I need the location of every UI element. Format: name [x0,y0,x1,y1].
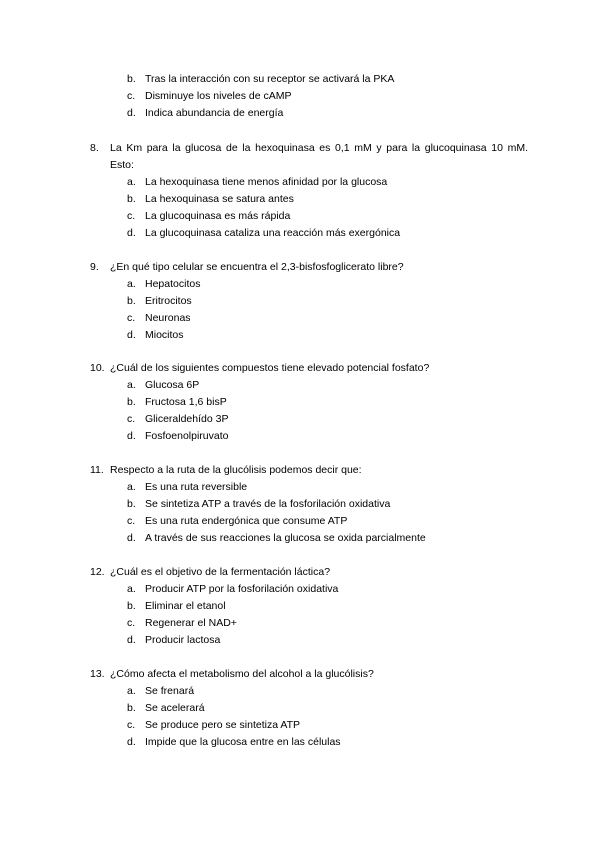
option-text: Fosfoenolpiruvato [145,430,229,442]
option-letter: b. [127,193,136,205]
list-item [0,717,600,734]
option-text: Se produce pero se sintetiza ATP [145,719,301,731]
option-text: La glucoquinasa cataliza una reacción más exergónica [145,227,401,239]
option-letter: d. [127,107,136,119]
list-item [0,428,600,445]
option-text: Impide que la glucosa entre en las células [145,736,341,748]
list-item [0,581,600,598]
list-item [0,71,600,88]
question-13 [0,666,600,751]
option-text: Eritrocitos [145,295,192,307]
option-text: Producir ATP por la fosforilación oxidativa [145,583,339,595]
option-letter: d. [127,634,136,646]
option-text: Gliceraldehído 3P [145,413,229,425]
option-letter: b. [127,396,136,408]
question-text: ¿Cómo afecta el metabolismo del alcohol a la glucólisis? [110,668,374,680]
list-item [0,496,600,513]
list-item [0,411,600,428]
question-header [0,259,600,276]
option-text: Es una ruta reversible [145,481,248,493]
question-number: 10. [90,362,105,374]
option-letter: b. [127,73,136,85]
option-letter: c. [127,719,136,731]
list-item [0,598,600,615]
option-letter: b. [127,702,136,714]
question-number: 12. [90,566,105,578]
question-8 [0,140,600,242]
option-letter: b. [127,498,136,510]
list-item [0,377,600,394]
option-text: Glucosa 6P [145,379,200,391]
list-item [0,615,600,632]
option-text: Disminuye los niveles de cAMP [145,90,292,102]
option-text: La hexoquinasa tiene menos afinidad por la glucosa [145,176,388,188]
question-text: ¿En qué tipo celular se encuentra el 2,3-bisfosfoglicerato libre? [110,261,404,273]
option-letter: c. [127,210,136,222]
question-12 [0,564,600,649]
option-letter: c. [127,617,136,629]
option-text: Neuronas [145,312,191,324]
option-text: Es una ruta endergónica que consume ATP [145,515,348,527]
question-header [0,360,600,377]
option-text: Eliminar el etanol [145,600,226,612]
list-item [0,479,600,496]
question-header [0,462,600,479]
option-letter: d. [127,227,136,239]
option-text: Hepatocitos [145,278,201,290]
list-item [0,734,600,751]
list-item [0,174,600,191]
option-text: La hexoquinasa se satura antes [145,193,294,205]
question-text: Respecto a la ruta de la glucólisis podemos decir que: [110,464,362,476]
list-item [0,293,600,310]
list-item [0,327,600,344]
option-letter: c. [127,413,136,425]
list-item [0,530,600,547]
option-letter: a. [127,379,136,391]
option-text: La glucoquinasa es más rápida [145,210,291,222]
option-letter: c. [127,312,136,324]
option-text: Se acelerará [145,702,205,714]
list-item [0,683,600,700]
option-text: Fructosa 1,6 bisP [145,396,227,408]
list-item [0,394,600,411]
option-letter: b. [127,600,136,612]
list-item [0,88,600,105]
option-letter: c. [127,515,136,527]
option-text: Se frenará [145,685,195,697]
question-text-cont: Esto: [110,159,134,171]
question-number: 9. [90,261,99,273]
list-item [0,700,600,717]
option-letter: b. [127,295,136,307]
option-text: Indica abundancia de energía [145,107,284,119]
list-item [0,513,600,530]
question-header [0,140,600,157]
option-text: Tras la interacción con su receptor se activará la PKA [145,73,395,85]
question-number: 8. [90,142,99,154]
question-number: 11. [90,464,104,476]
question-text: ¿Cuál es el objetivo de la fermentación láctica? [110,566,331,578]
list-item [0,310,600,327]
question-10 [0,360,600,445]
option-letter: d. [127,736,136,748]
list-item [0,276,600,293]
question-header [0,564,600,581]
list-item [0,191,600,208]
question-text-continuation [0,157,600,174]
question-header [0,666,600,683]
option-letter: a. [127,685,136,697]
list-item [0,105,600,122]
option-letter: a. [127,176,136,188]
question-9 [0,259,600,344]
option-text: Miocitos [145,329,184,341]
list-item [0,208,600,225]
question-number: 13. [90,668,105,680]
option-letter: d. [127,532,136,544]
option-letter: a. [127,278,136,290]
option-letter: d. [127,329,136,341]
option-letter: c. [127,90,136,102]
option-text: Se sintetiza ATP a través de la fosforilación oxidativa [145,498,391,510]
list-item [0,225,600,242]
option-text: Producir lactosa [145,634,221,646]
option-text: Regenerar el NAD+ [145,617,237,629]
option-letter: d. [127,430,136,442]
continued-option-list [0,71,600,122]
question-text: La Km para la glucosa de la hexoquinasa es 0,1 mM y para la glucoquinasa 10 mM. [110,142,528,154]
option-letter: a. [127,583,136,595]
option-letter: a. [127,481,136,493]
question-text: ¿Cuál de los siguientes compuestos tiene elevado potencial fosfato? [110,362,430,374]
question-11 [0,462,600,547]
option-text: A través de sus reacciones la glucosa se oxida parcialmente [145,532,426,544]
list-item [0,632,600,649]
